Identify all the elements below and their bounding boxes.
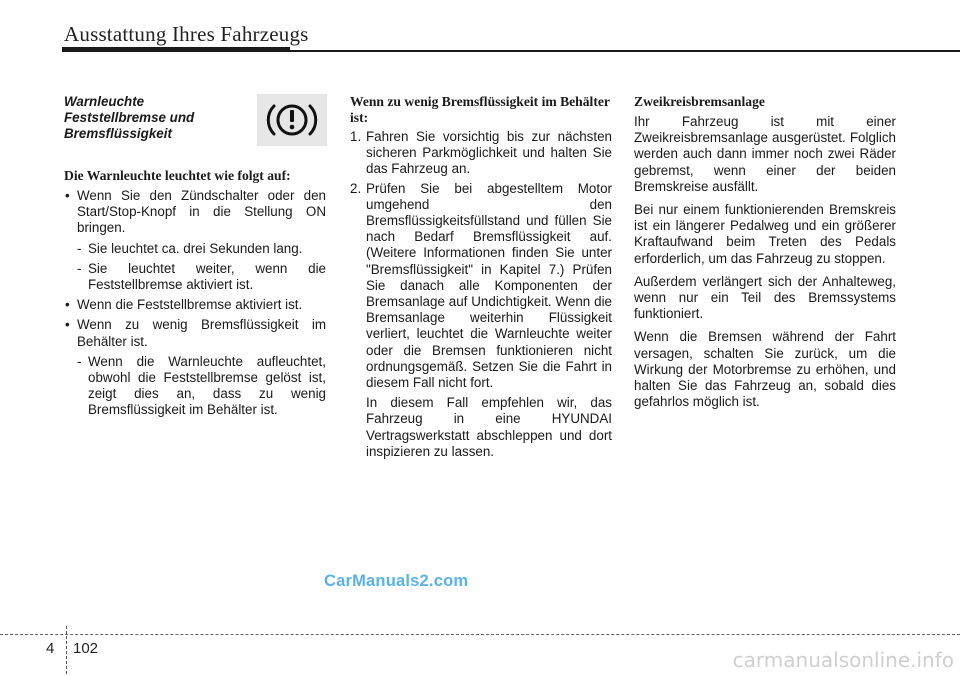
header-rule-thick [62, 47, 290, 52]
paragraph: Ihr Fahrzeug ist mit einer Zweikreisbremsanlage ausgerüstet. Folglich werden auch dann immer noch zwei Räder gebremst, wenn einer der beiden Bremskreise ausfällt. [634, 114, 896, 194]
list-item: • Wenn Sie den Zündschalter oder den Start/Stop-Knopf in die Stellung ON bringen. [64, 188, 326, 237]
list-item: • Wenn die Feststellbremse aktiviert ist. [64, 297, 326, 313]
watermark-link[interactable]: CarManuals2.com [324, 572, 469, 590]
paragraph: In diesem Fall empfehlen wir, das Fahrzeug in eine HYUNDAI Vertragswerkstatt abschleppen und dort inspizieren zu lassen. [366, 395, 612, 459]
paragraph: Außerdem verlängert sich der Anhalteweg, wenn nur ein Teil des Bremssystems funktioniert. [634, 273, 896, 322]
header-title: Ausstattung Ihres Fahrzeugs [64, 22, 309, 46]
list-item: - Sie leuchtet weiter, wenn die Feststellbremse aktiviert ist. [64, 261, 326, 293]
column-right [634, 94, 896, 410]
column-middle [350, 94, 612, 460]
footer-rule [0, 634, 960, 635]
site-watermark: carmanualsonline.info [732, 648, 954, 672]
section-heading: Zweikreisbremsanlage [634, 94, 765, 109]
section-heading: Wenn zu wenig Bremsflüssigkeit im Behälter ist: [350, 94, 610, 125]
paragraph: Bei nur einem funktionierenden Bremskreis ist ein längerer Pedalweg und ein größerer Kraftaufwand beim Treten des Pedals erforderlich, um das Fahrzeug zu stoppen. [634, 202, 896, 266]
list-item: - Wenn die Warnleuchte aufleuchtet, obwohl die Feststellbremse gelöst ist, zeigt dies an, dass zu wenig Bremsflüssigkeit im Behälter ist. [64, 354, 326, 419]
intro-heading: Die Warnleuchte leuchtet wie folgt auf: [64, 168, 291, 183]
paragraph: Wenn die Bremsen während der Fahrt versagen, schalten Sie zurück, um die Wirkung der Motorbremse zu erhöhen, und halten Sie das Fahrzeug an, sobald dies gefahrlos möglich ist. [634, 329, 896, 410]
step-text: Fahren Sie vorsichtig bis zur nächsten sicheren Parkmöglichkeit und halten Sie das Fahrzeug an. [366, 129, 612, 177]
list-item: - Sie leuchtet ca. drei Sekunden lang. [64, 241, 326, 257]
list-item [350, 181, 612, 392]
warning-heading: Warnleuchte Feststellbremse und Bremsflüssigkeit [64, 94, 195, 141]
brake-warning-icon [257, 94, 327, 146]
list-item: • Wenn zu wenig Bremsflüssigkeit im Behälter ist. [64, 317, 326, 349]
list-item [350, 129, 612, 178]
step-number: 2. [350, 180, 362, 196]
step-number: 1. [350, 129, 362, 144]
step-text: Prüfen Sie bei abgestelltem Motor umgehend den Bremsflüssigkeitsfüllstand und füllen Sie nach Bedarf Bremsflüssigkeit auf. (Weitere Informationen finden Sie unter "Bremsflüssigkeit" in Kapitel 7.) Prüfen Sie danach alle Komponenten der Bremsanlage auf Undichtigkeit. Wenn die Bremsanlage weiterhin Flüssigkeit verliert, leuchtet die Warnleuchte weiter oder die Bremsen funktionieren nicht ordnungsgemäß. Setzen Sie die Fahrt in diesem Fall nicht fort. [366, 180, 612, 391]
page-number: 102 [73, 640, 99, 657]
column-left [64, 94, 326, 419]
header-rule-thin [290, 50, 960, 52]
chapter-number: 4 [46, 640, 55, 657]
footer-divider [66, 626, 67, 674]
